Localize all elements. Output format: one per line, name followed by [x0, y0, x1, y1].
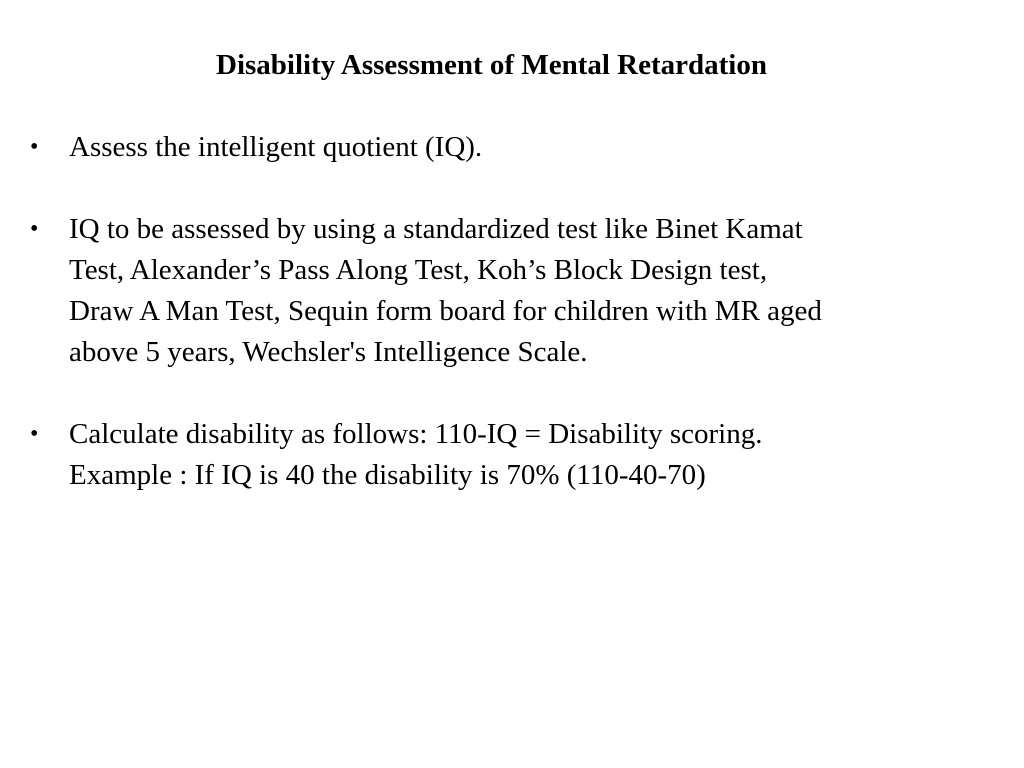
bullet-3-line-1: Calculate disability as follows: 110-IQ = Disability scoring.: [69, 418, 763, 450]
bullet-dot-icon: •: [30, 216, 39, 242]
bullet-2-line-1: IQ to be assessed by using a standardized test like Binet Kamat: [69, 213, 803, 245]
bullet-3-line-2: Example : If IQ is 40 the disability is 70% (110-40-70): [69, 459, 706, 491]
bullet-item-2: [30, 209, 990, 373]
bullet-2-line-2: Test, Alexander’s Pass Along Test, Koh’s Block Design test,: [69, 254, 768, 286]
bullet-list: [30, 127, 990, 537]
bullet-1-line-1: Assess the intelligent quotient (IQ).: [69, 131, 483, 163]
bullet-2-line-3: Draw A Man Test, Sequin form board for children with MR aged: [69, 295, 822, 327]
bullet-dot-icon: •: [30, 421, 39, 447]
slide-title: Disability Assessment of Mental Retardation: [216, 49, 767, 81]
bullet-dot-icon: •: [30, 134, 39, 160]
bullet-item-1: [30, 127, 990, 168]
bullet-2-line-4: above 5 years, Wechsler's Intelligence Scale.: [69, 336, 588, 368]
bullet-item-3: [30, 414, 990, 496]
